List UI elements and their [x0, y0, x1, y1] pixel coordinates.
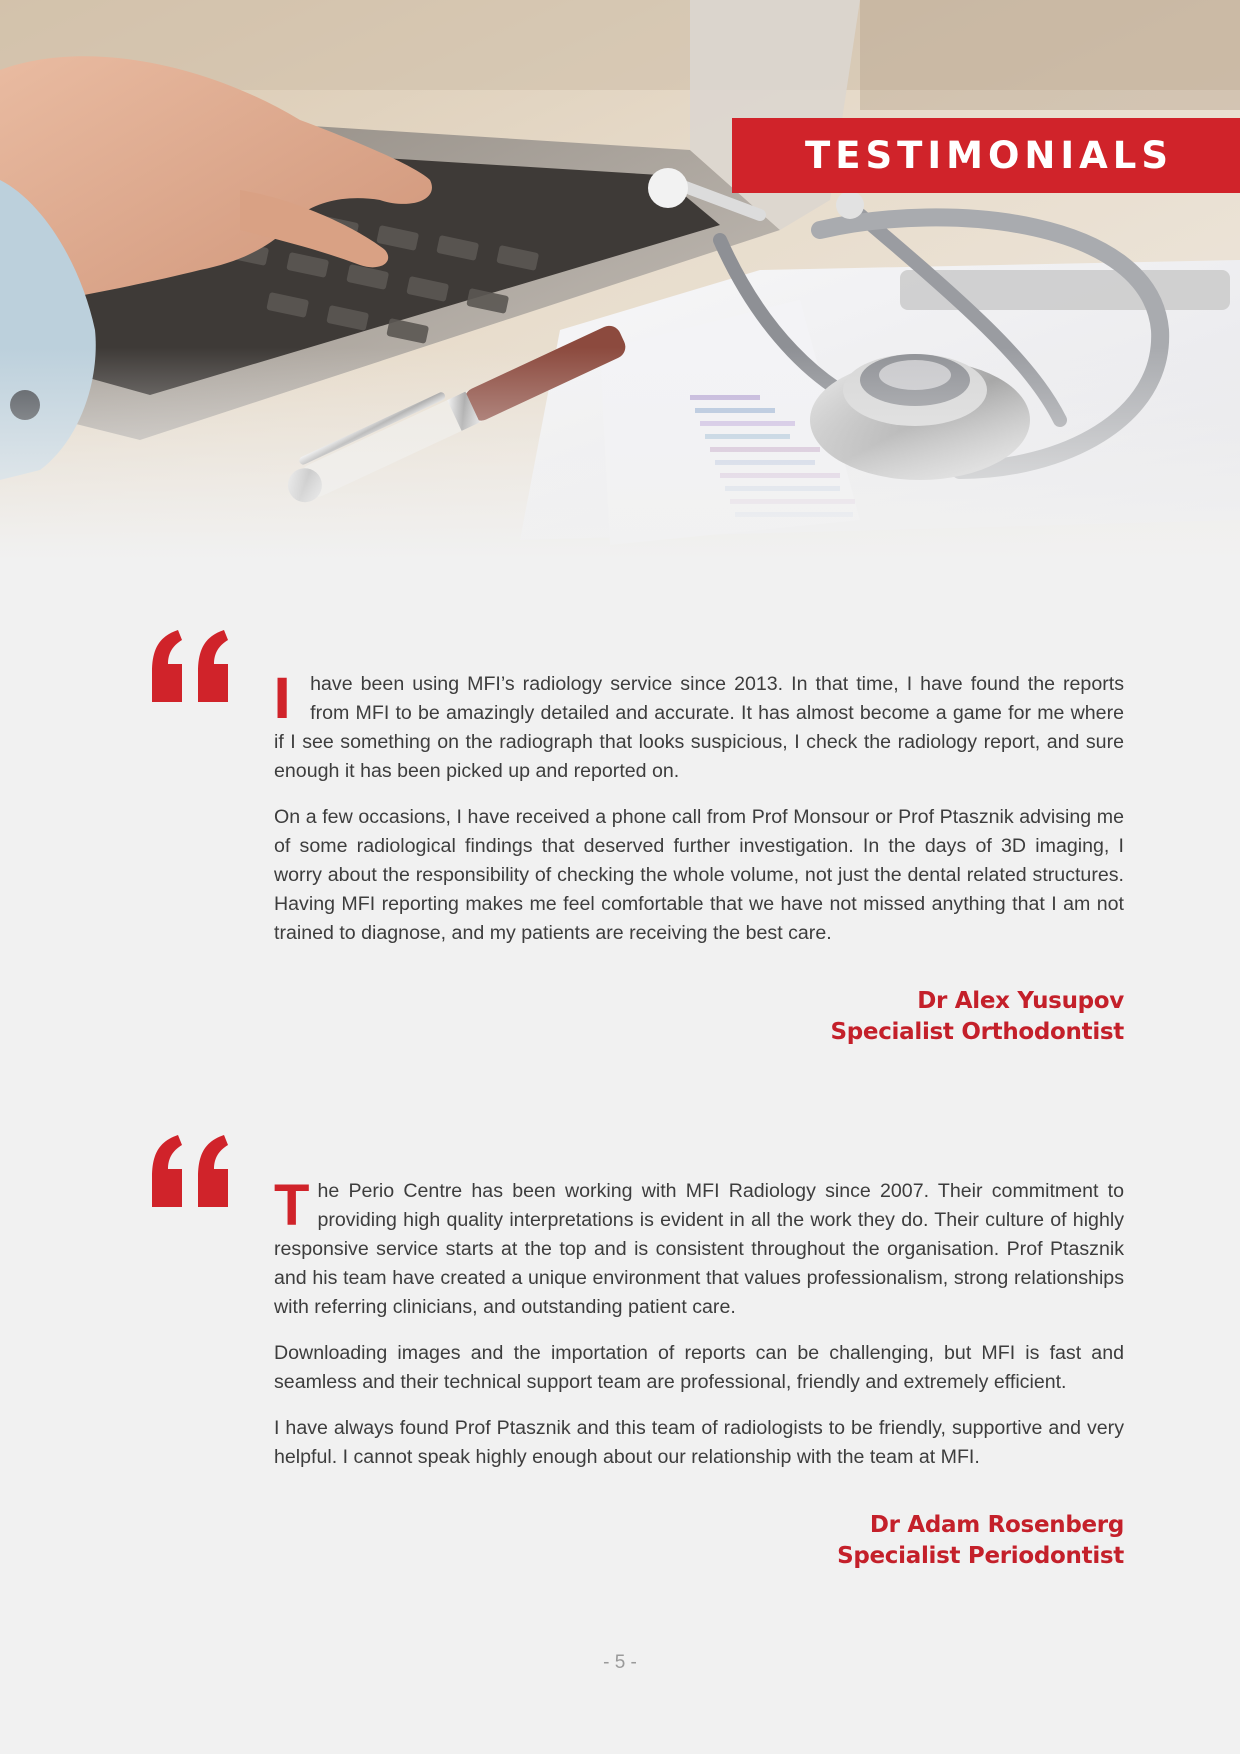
hero-image: [0, 0, 1240, 560]
testimonial-body: [274, 1173, 1124, 1572]
author-title: Specialist Periodontist: [837, 1543, 1124, 1569]
paragraph-text: have been using MFI’s radiology service since 2013. In that time, I have found the reports from MFI to be amazingly detailed and accurate. It has almost become a game for me where if I see something on the radiograph that looks suspicious, I check the radiology report, and sure enough it has been picked up and reported on.: [274, 673, 1124, 782]
author-name: Dr Alex Yusupov: [917, 988, 1124, 1014]
page-number: - 5 -: [603, 1652, 637, 1673]
dropcap: T: [274, 1173, 310, 1238]
dropcap: I: [273, 666, 291, 731]
testimonial-body: [273, 666, 1124, 1048]
author-title: Specialist Orthodontist: [830, 1019, 1124, 1045]
testimonial-attribution: [274, 986, 1124, 1048]
testimonial-paragraph: On a few occasions, I have received a phone call from Prof Monsour or Prof Ptasznik advising me of some radiological findings that deserved further investigation. In the days of 3D imaging, I worry about the responsibility of checking the whole volume, not just the dental related structures. Having MFI reporting makes me feel comfortable that we have not missed anything that I am not trained to diagnose, and my patients are receiving the best care.: [274, 806, 1124, 944]
quote-mark-icon: [150, 1135, 232, 1207]
quote-mark-icon: [150, 630, 232, 702]
testimonial-paragraph: [274, 1173, 1124, 1322]
paragraph-text: he Perio Centre has been working with MFI Radiology since 2007. Their commitment to providing high quality interpretations is evident in all the work they do. Their culture of highly responsive service starts at the top and is consistent throughout the organisation. Prof Ptasznik and his team have created a unique environment that values professionalism, strong relationships with referring clinicians, and outstanding patient care.: [274, 1180, 1124, 1318]
testimonial-paragraph: I have always found Prof Ptasznik and this team of radiologists to be friendly, supportive and very helpful. I cannot speak highly enough about our relationship with the team at MFI.: [274, 1417, 1124, 1468]
testimonial-attribution: [274, 1510, 1124, 1572]
testimonial-paragraph: [273, 666, 1124, 786]
testimonial-paragraph: Downloading images and the importation of reports can be challenging, but MFI is fast and seamless and their technical support team are professional, friendly and extremely efficient.: [274, 1342, 1124, 1393]
banner-title: TESTIMONIALS: [804, 134, 1174, 177]
testimonials-banner: [732, 118, 1240, 193]
author-name: Dr Adam Rosenberg: [869, 1512, 1124, 1538]
